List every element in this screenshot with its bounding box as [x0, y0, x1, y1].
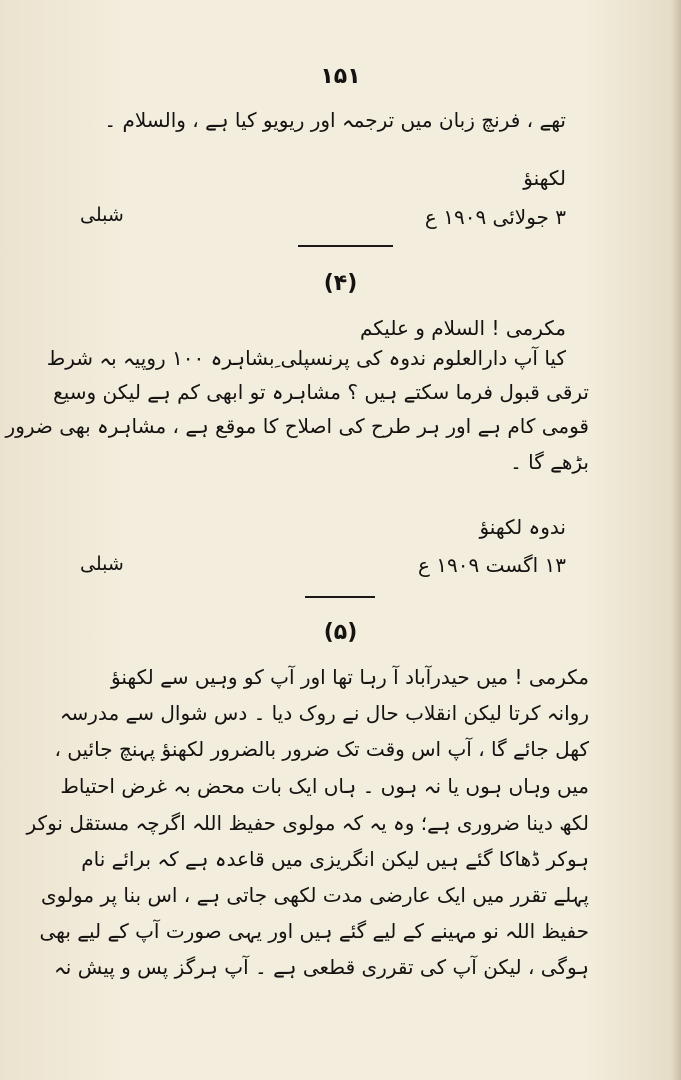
letter-4-line-2: ترقی قبول فرما سکتے ہیں ؟ مشاہرہ تو ابھی کم ہے لیکن وسیع	[53, 380, 589, 404]
page-spine-shadow	[671, 0, 681, 1080]
letter-5-line-3: کھل جائے گا ، آپ اس وقت تک ضرور بالضرور لکھنؤ پہنچ جائیں ،	[54, 737, 589, 761]
letter-5-line-8: حفیظ اللہ نو مہینے کے لیے گئے ہیں اور یہی صورت آپ کے لیے بھی	[39, 919, 589, 943]
letter-4-line-1: کیا آپ دارالعلوم ندوہ کی پرنسپلی ِبشاہرہ ۱۰۰ روپیہ بہ شرط	[46, 346, 566, 370]
letter-4-date: ۱۳ اگست ۱۹۰۹ ع	[417, 553, 566, 577]
letter-5-line-7: پہلے تقرر میں ایک عارضی مدت لکھی جاتی ہے ، اس بنا پر مولوی	[40, 883, 589, 907]
letter-1-place: لکھنؤ	[523, 166, 566, 190]
letter-4-line-4: بڑھے گا ۔	[510, 450, 589, 474]
divider-2	[305, 596, 375, 598]
letter-5-line-9: ہوگی ، لیکن آپ کی تقرری قطعی ہے ۔ آپ ہرگز پس و پیش نہ	[54, 955, 589, 979]
letter-5-line-4: میں وہاں ہوں یا نہ ہوں ۔ ہاں ایک بات محض بہ غرض احتیاط	[60, 774, 589, 798]
letter-5-line-2: روانہ کرتا لیکن انقلاب حال نے روک دیا ۔ دس شوال سے مدرسہ	[59, 701, 589, 725]
letter-1-date: ۳ جولائی ۱۹۰۹ ع	[424, 205, 566, 229]
letter-1-line-1: تھے ، فرنچ زبان میں ترجمہ اور ریویو کیا ہے ، والسلام ۔	[104, 108, 566, 132]
letter-5-line-5: لکھ دینا ضروری ہے؛ وہ یہ کہ مولوی حفیظ اللہ اگرچہ مستقل نوکر	[26, 811, 589, 835]
letter-4-signature: شبلی	[80, 553, 124, 575]
letter-5-number: (۵)	[323, 620, 358, 645]
letter-5-line-6: ہوکر ڈھاکا گئے ہیں لیکن انگریزی میں قاعدہ ہے کہ برائے نام	[81, 847, 589, 871]
letter-5-line-1: مکرمی ! میں حیدرآباد آ رہا تھا اور آپ کو وہیں سے لکھنؤ	[111, 665, 589, 689]
letter-4-number: (۴)	[323, 271, 358, 296]
letter-1-signature: شبلی	[80, 204, 124, 226]
letter-4-place: ندوہ لکھنؤ	[479, 515, 566, 539]
page-number: ۱۵۱	[320, 64, 361, 89]
divider-1	[298, 245, 393, 247]
letter-4-line-3: قومی کام ہے اور ہر طرح کی اصلاح کا موقع ہے ، مشاہرہ بھی ضرور	[5, 414, 589, 438]
letter-4-salutation: مکرمی ! السلام و علیکم	[359, 316, 566, 340]
